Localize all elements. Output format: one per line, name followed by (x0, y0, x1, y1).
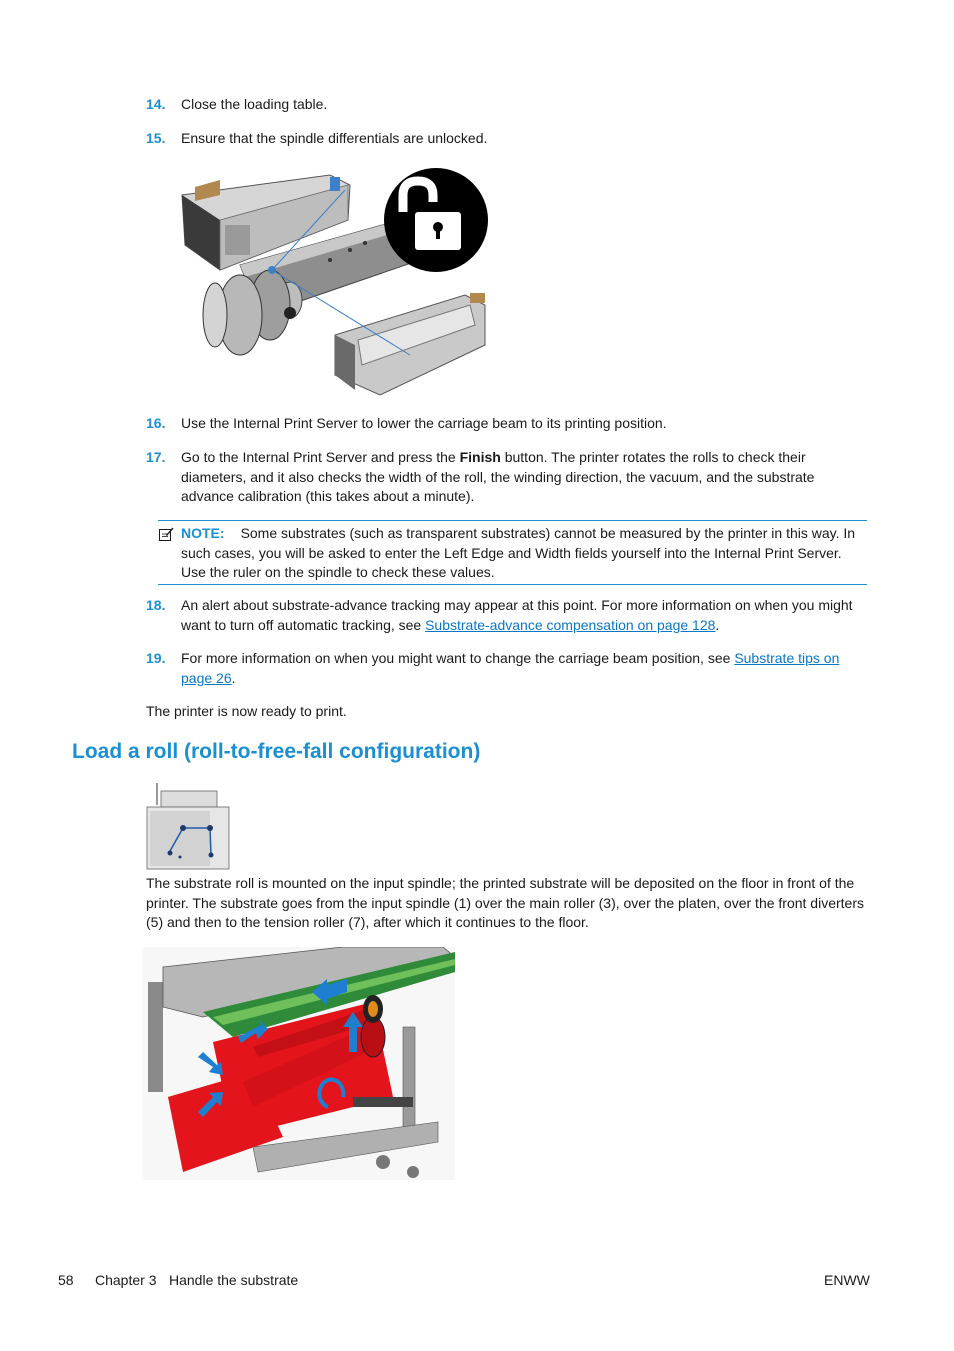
substrate-path-illustration (143, 947, 455, 1180)
footer-page-number: 58 (58, 1272, 74, 1288)
step-text (181, 649, 868, 688)
step-text: Ensure that the spindle differentials are unlocked. (181, 130, 488, 146)
step-text (181, 596, 868, 635)
step-text-part: . (715, 616, 720, 633)
step-text-part: Go to the Internal Print Server and press the (181, 449, 460, 465)
spindle-differential-illustration (180, 165, 492, 398)
step-number: 19. (146, 650, 166, 666)
step-number: 14. (146, 96, 166, 112)
note-box (158, 520, 867, 585)
step-number: 15. (146, 130, 166, 146)
finish-keyword: Finish (459, 449, 501, 465)
step-text: Use the Internal Print Server to lower the carriage beam to its printing position. (181, 415, 667, 431)
step-text-part: For more information on when you might want to change the carriage beam position, see (181, 650, 735, 666)
footer-chapter-title: Handle the substrate (169, 1272, 299, 1288)
configuration-diagram-icon (145, 783, 233, 871)
section-title: Load a roll (roll-to-free-fall configuration) (72, 740, 481, 763)
step-text-part: button. The printer rotates the rolls to check their diameters, and it also checks the width of the roll, the winding direction, the vacuum, and the substrate advance calibration (this takes about a minute). (181, 449, 815, 505)
step-18 (146, 596, 868, 636)
section-paragraph: The substrate roll is mounted on the input spindle; the printed substrate will be deposited on the floor in front of the printer. The substrate goes from the input spindle (1) over the main roller (3), over the platen, over the front diverters (5) and then to the tension roller (7), after which it continues to the floor. (146, 875, 864, 931)
step-text-part: . (231, 669, 236, 686)
note-body: Some substrates (such as transparent substrates) cannot be measured by the printer in this way. In such cases, you will be asked to enter the Left Edge and Width fields yourself into the Internal Print Server. Use the ruler on the spindle to check these values. (181, 525, 856, 581)
step-17 (146, 448, 868, 508)
step-text: Close the loading table. (181, 96, 328, 112)
substrate-tips-link[interactable]: Substrate tips on page 26 (181, 650, 840, 686)
note-label: NOTE: (181, 525, 225, 541)
unlocked-padlock-icon (384, 168, 488, 272)
step-number: 18. (146, 597, 166, 613)
step-19 (146, 649, 868, 689)
footer-chapter: Chapter 3 (95, 1272, 157, 1288)
substrate-advance-link[interactable]: Substrate-advance compensation on page 128 (425, 616, 716, 633)
footer-enww: ENWW (824, 1272, 870, 1288)
step-text (181, 448, 868, 507)
step-number: 16. (146, 415, 166, 431)
note-icon (158, 526, 174, 542)
note-text (181, 524, 867, 583)
step-number: 17. (146, 449, 166, 465)
ready-text: The printer is now ready to print. (146, 703, 347, 719)
step-text-part: An alert about substrate-advance tracking may appear at this point. For more information on when you might want to turn off automatic tracking, see (181, 597, 853, 633)
